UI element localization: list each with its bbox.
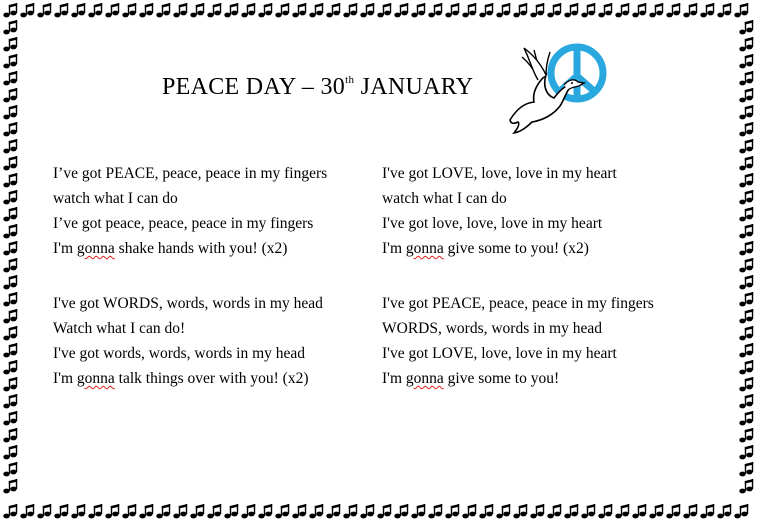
music-note-icon (139, 504, 153, 518)
music-note-icon (666, 504, 680, 518)
music-note-icon (739, 462, 753, 476)
dove-with-peace-symbol-icon (502, 40, 612, 135)
music-note-icon (649, 504, 663, 518)
music-note-icon (739, 326, 753, 340)
music-note-icon (224, 3, 238, 17)
music-note-icon (139, 3, 153, 17)
music-note-icon (309, 3, 323, 17)
verse-line-last (53, 236, 327, 261)
page-title (162, 74, 473, 101)
music-note-icon (173, 3, 187, 17)
music-note-icon (3, 377, 17, 391)
music-note-icon (683, 504, 697, 518)
music-note-icon (3, 173, 17, 187)
music-note-icon (739, 37, 753, 51)
music-note-icon (3, 428, 17, 442)
music-note-icon (739, 445, 753, 459)
music-note-icon (530, 504, 544, 518)
music-note-icon (54, 3, 68, 17)
music-note-icon (598, 504, 612, 518)
music-note-icon (700, 504, 714, 518)
music-note-icon (530, 3, 544, 17)
spellcheck-marked-word: gonna (76, 240, 115, 257)
music-note-icon (739, 241, 753, 255)
line-end: talk things over with you! (x2) (114, 370, 309, 387)
music-note-icon (411, 3, 425, 17)
verse-3 (53, 291, 323, 391)
verse-line-last (382, 236, 617, 261)
music-note-icon (615, 504, 629, 518)
verse-line: I've got love, love, love in my heart (382, 215, 603, 232)
music-note-icon (20, 3, 34, 17)
music-note-icon (739, 292, 753, 306)
music-note-icon (394, 504, 408, 518)
music-note-icon (581, 3, 595, 17)
music-note-icon (343, 504, 357, 518)
music-note-icon (739, 428, 753, 442)
music-note-icon (739, 377, 753, 391)
music-note-icon (3, 105, 17, 119)
music-note-icon (739, 190, 753, 204)
verse-line: watch what I can do (53, 190, 178, 207)
music-note-icon (190, 3, 204, 17)
music-note-icon (207, 504, 221, 518)
music-note-icon (37, 504, 51, 518)
music-note-icon (739, 343, 753, 357)
music-note-icon (445, 504, 459, 518)
music-note-icon (734, 3, 748, 17)
music-note-icon (37, 3, 51, 17)
music-note-icon (739, 54, 753, 68)
music-note-icon (105, 504, 119, 518)
music-note-icon (241, 3, 255, 17)
verse-line: I've got WORDS, words, words in my head (53, 295, 323, 312)
music-note-icon (275, 504, 289, 518)
title-suffix: JANUARY (354, 74, 474, 100)
music-note-icon (3, 20, 17, 34)
music-note-icon (739, 258, 753, 272)
music-note-icon (513, 3, 527, 17)
music-note-icon (156, 3, 170, 17)
verse-2 (382, 161, 617, 261)
line-end: shake hands with you! (x2) (114, 240, 288, 257)
verse-line: I've got LOVE, love, love in my heart (382, 345, 617, 362)
music-note-icon (739, 105, 753, 119)
spellcheck-marked-word: gonna (76, 370, 115, 387)
music-note-icon (479, 3, 493, 17)
verse-line-last (382, 366, 654, 391)
line-start: I'm (53, 370, 77, 387)
verse-line: I’ve got peace, peace, peace in my fingers (53, 215, 314, 232)
music-note-icon (190, 504, 204, 518)
music-note-icon (3, 54, 17, 68)
music-note-icon (739, 139, 753, 153)
music-note-icon (739, 394, 753, 408)
music-note-icon (683, 3, 697, 17)
music-note-icon (156, 504, 170, 518)
line-start: I'm (53, 240, 77, 257)
music-note-icon (564, 504, 578, 518)
music-note-icon (360, 504, 374, 518)
music-note-icon (3, 292, 17, 306)
music-note-icon (309, 504, 323, 518)
music-note-icon (3, 394, 17, 408)
music-note-icon (632, 504, 646, 518)
music-note-icon (649, 3, 663, 17)
music-note-icon (3, 156, 17, 170)
music-note-icon (3, 462, 17, 476)
music-note-icon (3, 326, 17, 340)
verse-1 (53, 161, 327, 261)
music-note-icon (462, 504, 476, 518)
music-note-icon (496, 3, 510, 17)
music-note-icon (3, 224, 17, 238)
music-note-icon (632, 3, 646, 17)
verse-4 (382, 291, 654, 391)
verse-line: I've got words, words, words in my head (53, 345, 306, 362)
music-note-icon (564, 3, 578, 17)
music-note-icon (258, 3, 272, 17)
music-note-icon (88, 504, 102, 518)
music-note-icon (581, 504, 595, 518)
music-note-icon (739, 20, 753, 34)
line-start: I'm (382, 240, 406, 257)
music-note-icon (326, 504, 340, 518)
music-note-icon (3, 122, 17, 136)
music-note-icon (3, 37, 17, 51)
music-note-icon (122, 504, 136, 518)
music-note-icon (224, 504, 238, 518)
title-superscript: th (345, 74, 355, 86)
music-note-icon (3, 445, 17, 459)
music-note-icon (3, 258, 17, 272)
verse-line: I've got PEACE, peace, peace in my fingers (382, 295, 654, 312)
music-note-icon (739, 224, 753, 238)
music-note-icon (88, 3, 102, 17)
music-note-icon (3, 207, 17, 221)
music-note-icon (411, 504, 425, 518)
music-note-icon (3, 71, 17, 85)
music-note-icon (479, 504, 493, 518)
music-note-icon (207, 3, 221, 17)
music-note-icon (241, 504, 255, 518)
music-note-icon (615, 3, 629, 17)
music-note-icon (496, 504, 510, 518)
music-note-icon (3, 275, 17, 289)
music-note-icon (3, 360, 17, 374)
verse-line: Watch what I can do! (53, 320, 186, 337)
music-note-icon (377, 504, 391, 518)
music-note-icon (739, 411, 753, 425)
music-note-icon (739, 275, 753, 289)
music-note-icon (173, 504, 187, 518)
verse-line-last (53, 366, 323, 391)
music-note-icon (54, 504, 68, 518)
music-note-icon (717, 504, 731, 518)
music-note-icon (377, 3, 391, 17)
music-note-icon (739, 122, 753, 136)
music-note-icon (122, 3, 136, 17)
music-note-icon (394, 3, 408, 17)
music-note-icon (3, 411, 17, 425)
music-note-icon (360, 3, 374, 17)
music-note-icon (739, 173, 753, 187)
music-note-icon (739, 309, 753, 323)
music-note-icon (258, 504, 272, 518)
line-start: I'm (382, 370, 406, 387)
music-note-icon (445, 3, 459, 17)
line-end: give some to you! (x2) (443, 240, 589, 257)
music-note-icon (71, 504, 85, 518)
music-note-icon (3, 139, 17, 153)
music-note-icon (3, 309, 17, 323)
music-note-icon (3, 241, 17, 255)
music-note-icon (71, 3, 85, 17)
music-note-icon (3, 88, 17, 102)
music-note-icon (739, 88, 753, 102)
music-note-icon (462, 3, 476, 17)
music-note-icon (326, 3, 340, 17)
music-note-icon (734, 504, 748, 518)
music-note-icon (292, 504, 306, 518)
spellcheck-marked-word: gonna (405, 240, 444, 257)
music-note-icon (428, 504, 442, 518)
music-note-icon (275, 3, 289, 17)
line-end: give some to you! (443, 370, 560, 387)
music-note-icon (739, 71, 753, 85)
music-note-icon (700, 3, 714, 17)
music-note-icon (3, 190, 17, 204)
music-note-icon (739, 207, 753, 221)
music-note-icon (513, 504, 527, 518)
music-note-icon (428, 3, 442, 17)
spellcheck-marked-word: gonna (405, 370, 444, 387)
verse-line: I’ve got PEACE, peace, peace in my fingers (53, 165, 328, 182)
title-prefix: PEACE DAY – 30 (162, 74, 346, 100)
music-note-icon (343, 3, 357, 17)
verse-line: watch what I can do (382, 190, 507, 207)
music-note-icon (3, 479, 17, 493)
verse-line: WORDS, words, words in my head (382, 320, 602, 337)
music-note-icon (3, 343, 17, 357)
music-note-icon (547, 3, 561, 17)
music-note-icon (3, 3, 17, 17)
music-note-icon (3, 504, 17, 518)
music-note-icon (739, 156, 753, 170)
music-note-icon (717, 3, 731, 17)
music-note-icon (20, 504, 34, 518)
music-note-icon (666, 3, 680, 17)
music-note-icon (292, 3, 306, 17)
music-note-icon (547, 504, 561, 518)
music-note-icon (739, 360, 753, 374)
music-note-icon (105, 3, 119, 17)
music-note-icon (598, 3, 612, 17)
verse-line: I've got LOVE, love, love in my heart (382, 165, 617, 182)
music-note-icon (739, 479, 753, 493)
